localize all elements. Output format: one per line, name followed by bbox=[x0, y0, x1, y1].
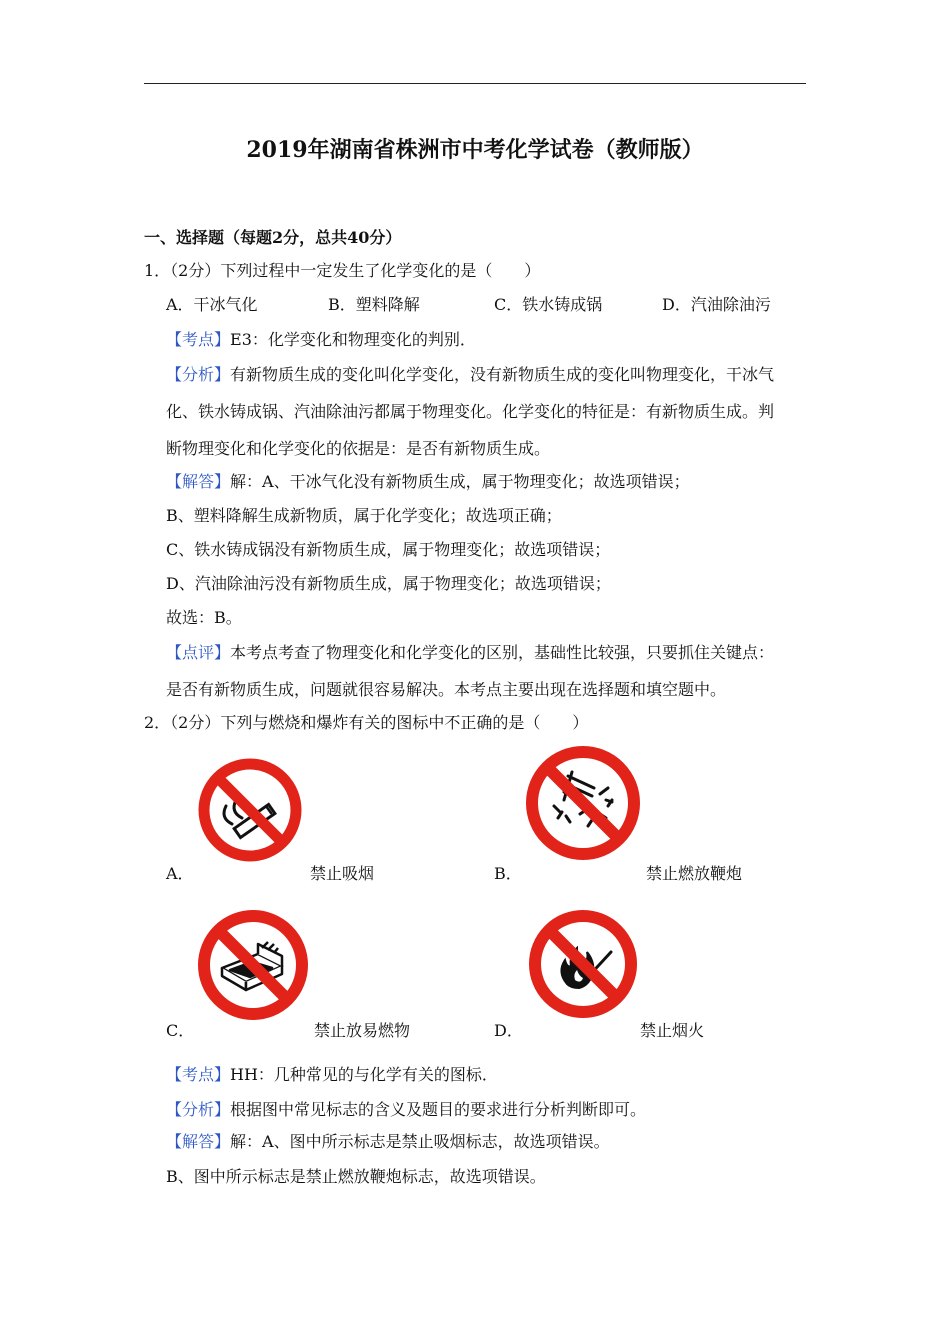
q1-dianping bbox=[166, 640, 774, 663]
q2-fenxi bbox=[166, 1097, 646, 1120]
tag-jieda: 【解答】 bbox=[166, 1132, 231, 1151]
q2-jieda bbox=[166, 1129, 610, 1152]
q1-option-b: B．塑料降解 bbox=[328, 295, 420, 314]
q2-jieda-line-2: B、图中所示标志是禁止燃放鞭炮标志，故选项错误。 bbox=[166, 1167, 546, 1186]
q1-jieda bbox=[166, 469, 690, 492]
tag-kaodian: 【考点】 bbox=[166, 1065, 231, 1084]
q2-kaodian bbox=[166, 1062, 498, 1085]
sign-b-caption: 禁止燃放鞭炮 bbox=[646, 864, 743, 883]
q1-jieda-line-2: B、塑料降解生成新物质，属于化学变化；故选项正确； bbox=[166, 506, 562, 525]
sign-d-letter: D． bbox=[494, 1021, 523, 1040]
tag-fenxi: 【分析】 bbox=[166, 365, 231, 384]
tag-dianping: 【点评】 bbox=[166, 643, 231, 662]
q1-option-c: C．铁水铸成锅 bbox=[494, 295, 603, 314]
section-heading: 一、选择题（每题2分，总共40分） bbox=[144, 228, 402, 247]
sign-a-letter: A． bbox=[166, 864, 194, 883]
no-fire-icon bbox=[527, 908, 639, 1020]
q2-fenxi-text: 根据图中常见标志的含义及题目的要求进行分析判断即可。 bbox=[230, 1100, 647, 1119]
sign-d-caption: 禁止烟火 bbox=[640, 1021, 705, 1040]
tag-fenxi: 【分析】 bbox=[166, 1100, 231, 1119]
q1-kaodian-text: E3：化学变化和物理变化的判别． bbox=[230, 330, 476, 349]
q1-jieda-line-3: C、铁水铸成锅没有新物质生成，属于物理变化；故选项错误； bbox=[166, 540, 611, 559]
tag-jieda: 【解答】 bbox=[166, 472, 231, 491]
q1-fenxi-line-3: 断物理变化和化学变化的依据是：是否有新物质生成。 bbox=[166, 439, 551, 458]
no-flammables-icon bbox=[196, 908, 310, 1022]
q1-jieda-line-1: 解：A、干冰气化没有新物质生成，属于物理变化；故选项错误； bbox=[230, 472, 690, 491]
sign-c-letter: C． bbox=[166, 1021, 195, 1040]
q1-option-d: D．汽油除油污 bbox=[662, 295, 771, 314]
no-smoking-icon bbox=[196, 756, 304, 864]
q2-kaodian-text: HH：几种常见的与化学有关的图标． bbox=[230, 1065, 498, 1084]
q2-stem: 2．（2分）下列与燃烧和爆炸有关的图标中不正确的是（ ） bbox=[144, 713, 589, 732]
q1-stem: 1．（2分）下列过程中一定发生了化学变化的是（ ） bbox=[144, 261, 541, 280]
tag-kaodian: 【考点】 bbox=[166, 330, 231, 349]
page-title: 2019年湖南省株洲市中考化学试卷（教师版） bbox=[246, 137, 704, 163]
q1-dianping-line-2: 是否有新物质生成，问题就很容易解决。本考点主要出现在选择题和填空题中。 bbox=[166, 680, 727, 699]
q1-fenxi-line-1: 有新物质生成的变化叫化学变化，没有新物质生成的变化叫物理变化，干冰气 bbox=[230, 365, 775, 384]
sign-c-caption: 禁止放易燃物 bbox=[314, 1021, 411, 1040]
q1-option-a: A．干冰气化 bbox=[166, 295, 258, 314]
sign-a-caption: 禁止吸烟 bbox=[310, 864, 375, 883]
q1-jieda-line-4: D、汽油除油污没有新物质生成，属于物理变化；故选项错误； bbox=[166, 574, 611, 593]
q2-jieda-line-1: 解：A、图中所示标志是禁止吸烟标志，故选项错误。 bbox=[230, 1132, 610, 1151]
q1-fenxi bbox=[166, 362, 774, 385]
q1-kaodian bbox=[166, 327, 476, 350]
sign-b-letter: B． bbox=[494, 864, 522, 883]
q1-jieda-line-5: 故选：B。 bbox=[166, 608, 242, 627]
q1-dianping-line-1: 本考点考查了物理变化和化学变化的区别，基础性比较强，只要抓住关键点： bbox=[230, 643, 775, 662]
no-firecrackers-icon bbox=[524, 744, 642, 862]
header-rule bbox=[144, 83, 806, 84]
q1-fenxi-line-2: 化、铁水铸成锅、汽油除油污都属于物理变化。化学变化的特征是：有新物质生成。判 bbox=[166, 402, 775, 421]
